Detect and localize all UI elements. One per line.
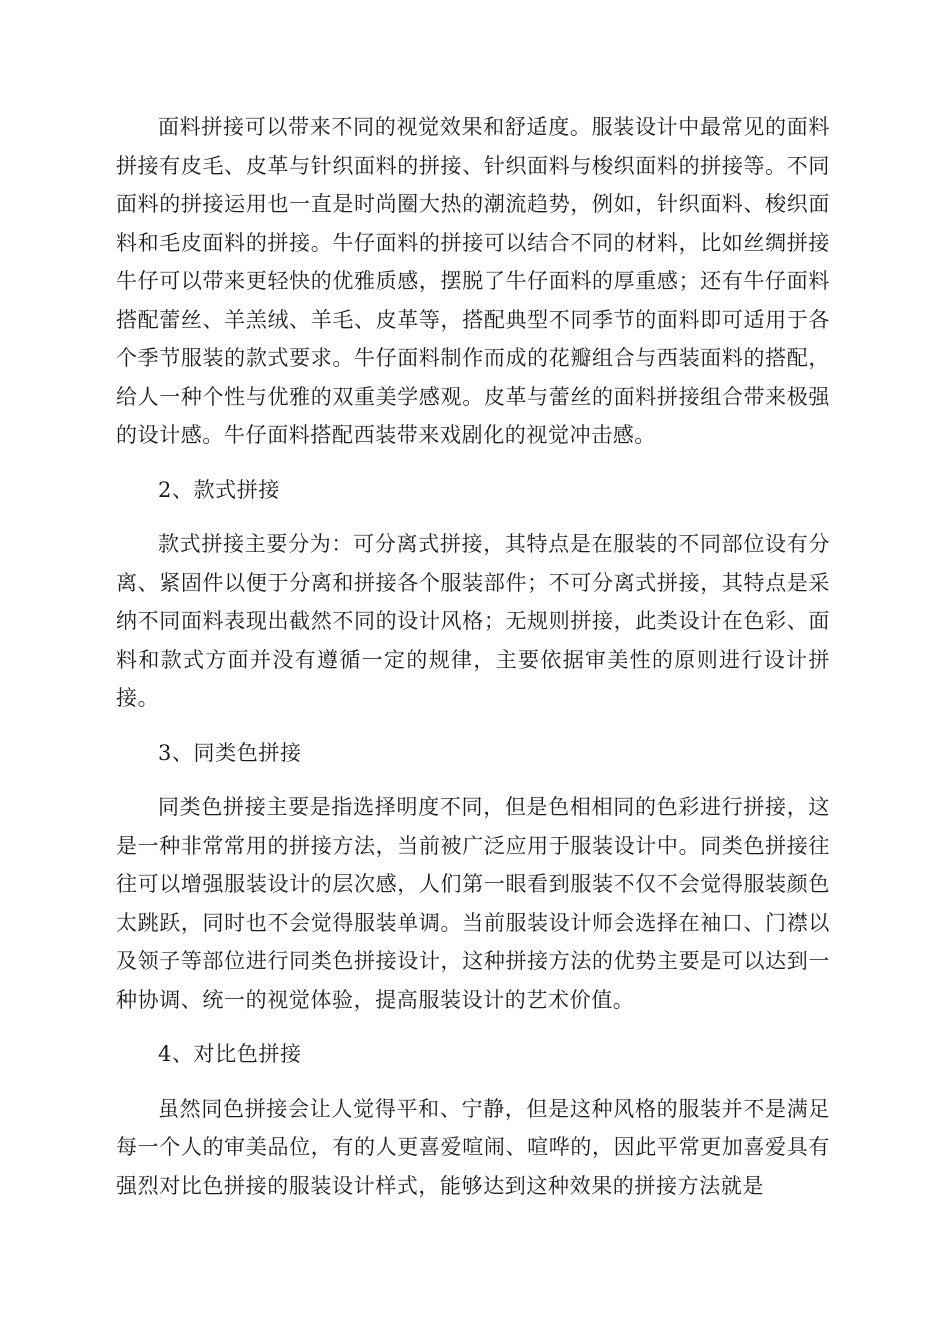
paragraph-similar-color-splicing: 同类色拼接主要是指选择明度不同，但是色相相同的色彩进行拼接，这是一种非常常用的拼接方法，当前被广泛应用于服装设计中。同类色拼接往往可以增强服装设计的层次感，人们第一眼看到服装不仅不会觉得服装颜色太跳跃，同时也不会觉得服装单调。当前服装设计师会选择在袖口、门襟以及领子等部位进行同类色拼接设计，这种拼接方法的优势主要是可以达到一种协调、统一的视觉体验，提高服装设计的艺术价值。 [116,795,830,1012]
paragraph-fabric-splicing: 面料拼接可以带来不同的视觉效果和舒适度。服装设计中最常见的面料拼接有皮毛、皮革与针织面料的拼接、针织面料与梭织面料的拼接等。不同面料的拼接运用也一直是时尚圈大热的潮流趋势，例如，针织面料、梭织面料和毛皮面料的拼接。牛仔面料的拼接可以结合不同的材料，比如丝绸拼接牛仔可以带来更轻快的优雅质感，摆脱了牛仔面料的厚重感；还有牛仔面料搭配蕾丝、羊羔绒、羊毛、皮革等，搭配典型不同季节的面料即可适用于各个季节服装的款式要求。牛仔面料制作而成的花瓣组合与西装面料的搭配，给人一种个性与优雅的双重美学感观。皮革与蕾丝的面料拼接组合带来极强的设计感。牛仔面料搭配西装带来戏剧化的视觉冲击感。 [116,115,830,447]
paragraph-style-splicing: 款式拼接主要分为：可分离式拼接，其特点是在服装的不同部位设有分离、紧固件以便于分离和拼接各个服装部件；不可分离式拼接，其特点是采纳不同面料表现出截然不同的设计风格；无规则拼接，此类设计在色彩、面料和款式方面并没有遵循一定的规律，主要依据审美性的原则进行设计拼接。 [116,532,830,710]
heading-style-splicing: 2、款式拼接 [158,477,280,502]
heading-contrast-color-splicing: 4、对比色拼接 [158,1042,302,1066]
document-body [116,108,830,1221]
paragraph-contrast-color-splicing: 虽然同色拼接会让人觉得平和、宁静，但是这种风格的服装并不是满足每一个人的审美品位，有的人更喜爱喧闹、喧哗的，因此平常更加喜爱具有强烈对比色拼接的服装设计样式，能够达到这种效果的拼接方法就是 [116,1096,830,1198]
heading-similar-color-splicing: 3、同类色拼接 [158,740,302,765]
